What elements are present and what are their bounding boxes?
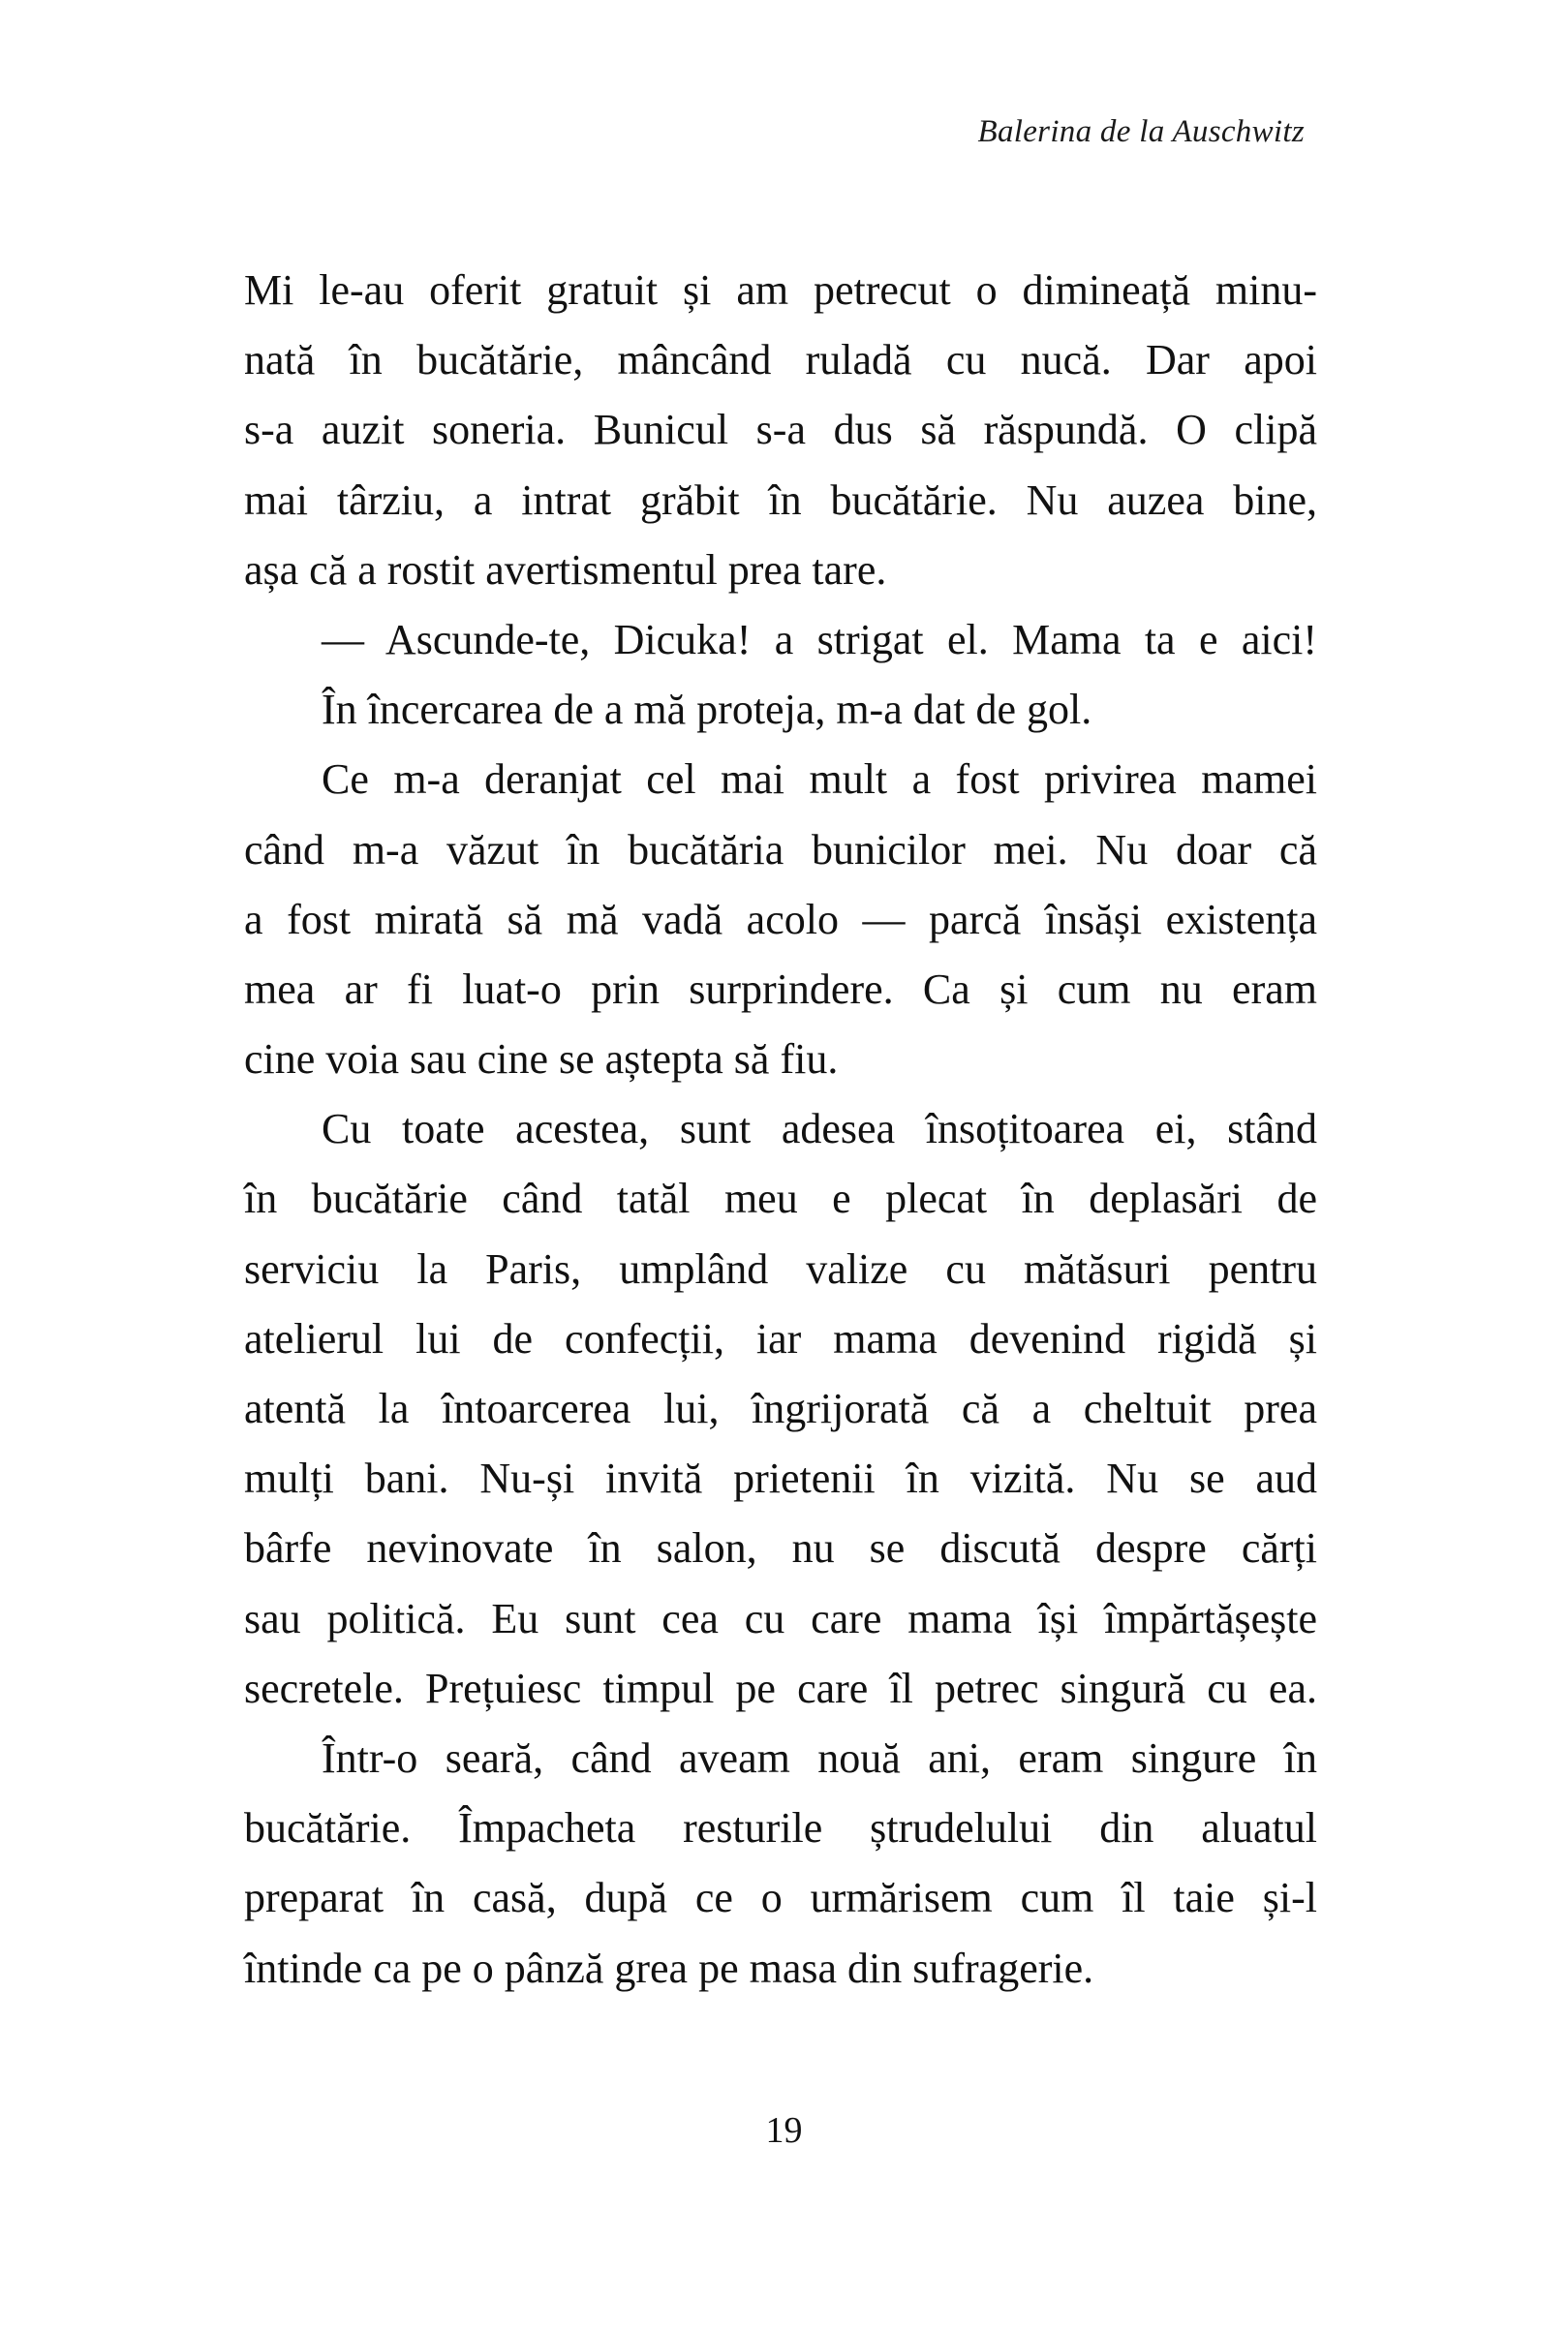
text-line: serviciu la Paris, umplând valize cu mătăsuri pentru <box>244 1244 1317 1293</box>
text-line: așa că a rostit avertismentul prea tare. <box>244 545 887 594</box>
text-line: secretele. Prețuiesc timpul pe care îl petrec singură cu ea. <box>244 1664 1317 1712</box>
text-line: bârfe nevinovate în salon, nu se discută despre cărți <box>244 1524 1317 1573</box>
paragraph <box>244 1724 1317 2004</box>
text-line: a fost mirată să mă vadă acolo — parcă însăși existența <box>244 895 1317 943</box>
text-line: sau politică. Eu sunt cea cu care mama își împărtășește <box>244 1594 1317 1642</box>
text-line: mai târziu, a intrat grăbit în bucătărie. Nu auzea bine, <box>244 475 1317 524</box>
text-line: Într-o seară, când aveam nouă ani, eram singure în <box>322 1733 1317 1782</box>
text-line: — Ascunde-te, Dicuka! a strigat el. Mama ta e aici! <box>322 615 1317 663</box>
page-body-text <box>244 256 1317 2004</box>
text-line: Cu toate acestea, sunt adesea însoțitoarea ei, stând <box>322 1105 1317 1153</box>
text-line: atelierul lui de confecții, iar mama devenind rigidă și <box>244 1314 1317 1363</box>
paragraph <box>244 745 1317 1094</box>
text-line: întinde ca pe o pânză grea pe masa din sufragerie. <box>244 1944 1094 1992</box>
text-line: Ce m-a deranjat cel mai mult a fost privirea mamei <box>322 755 1317 804</box>
page-number: 19 <box>765 2110 803 2151</box>
text-line: cine voia sau cine se aștepta să fiu. <box>244 1035 839 1084</box>
text-line: preparat în casă, după ce o urmărisem cum îl taie și-l <box>244 1874 1317 1922</box>
paragraph-dialogue <box>244 605 1317 675</box>
text-line: Mi le-au oferit gratuit și am petrecut o dimineață minu- <box>244 266 1317 314</box>
paragraph <box>244 675 1317 745</box>
text-line: bucătărie. Împacheta resturile ștrudelului din aluatul <box>244 1804 1317 1853</box>
text-line: nată în bucătărie, mâncând ruladă cu nucă. Dar apoi <box>244 336 1317 384</box>
running-header-book-title: Balerina de la Auschwitz <box>977 114 1305 149</box>
text-line: în bucătărie când tatăl meu e plecat în deplasări de <box>244 1175 1317 1223</box>
text-line: s-a auzit soneria. Bunicul s-a dus să răspundă. O clipă <box>244 406 1317 454</box>
text-line: atentă la întoarcerea lui, îngrijorată că a cheltuit prea <box>244 1385 1317 1432</box>
text-line: mulți bani. Nu-și invită prietenii în vizită. Nu se aud <box>244 1455 1317 1503</box>
text-line: mea ar fi luat-o prin surprindere. Ca și cum nu eram <box>244 965 1317 1013</box>
text-line: când m-a văzut în bucătăria bunicilor mei. Nu doar că <box>244 825 1317 874</box>
paragraph <box>244 256 1317 605</box>
paragraph <box>244 1094 1317 1724</box>
text-line: În încercarea de a mă proteja, m-a dat de gol. <box>322 686 1092 734</box>
